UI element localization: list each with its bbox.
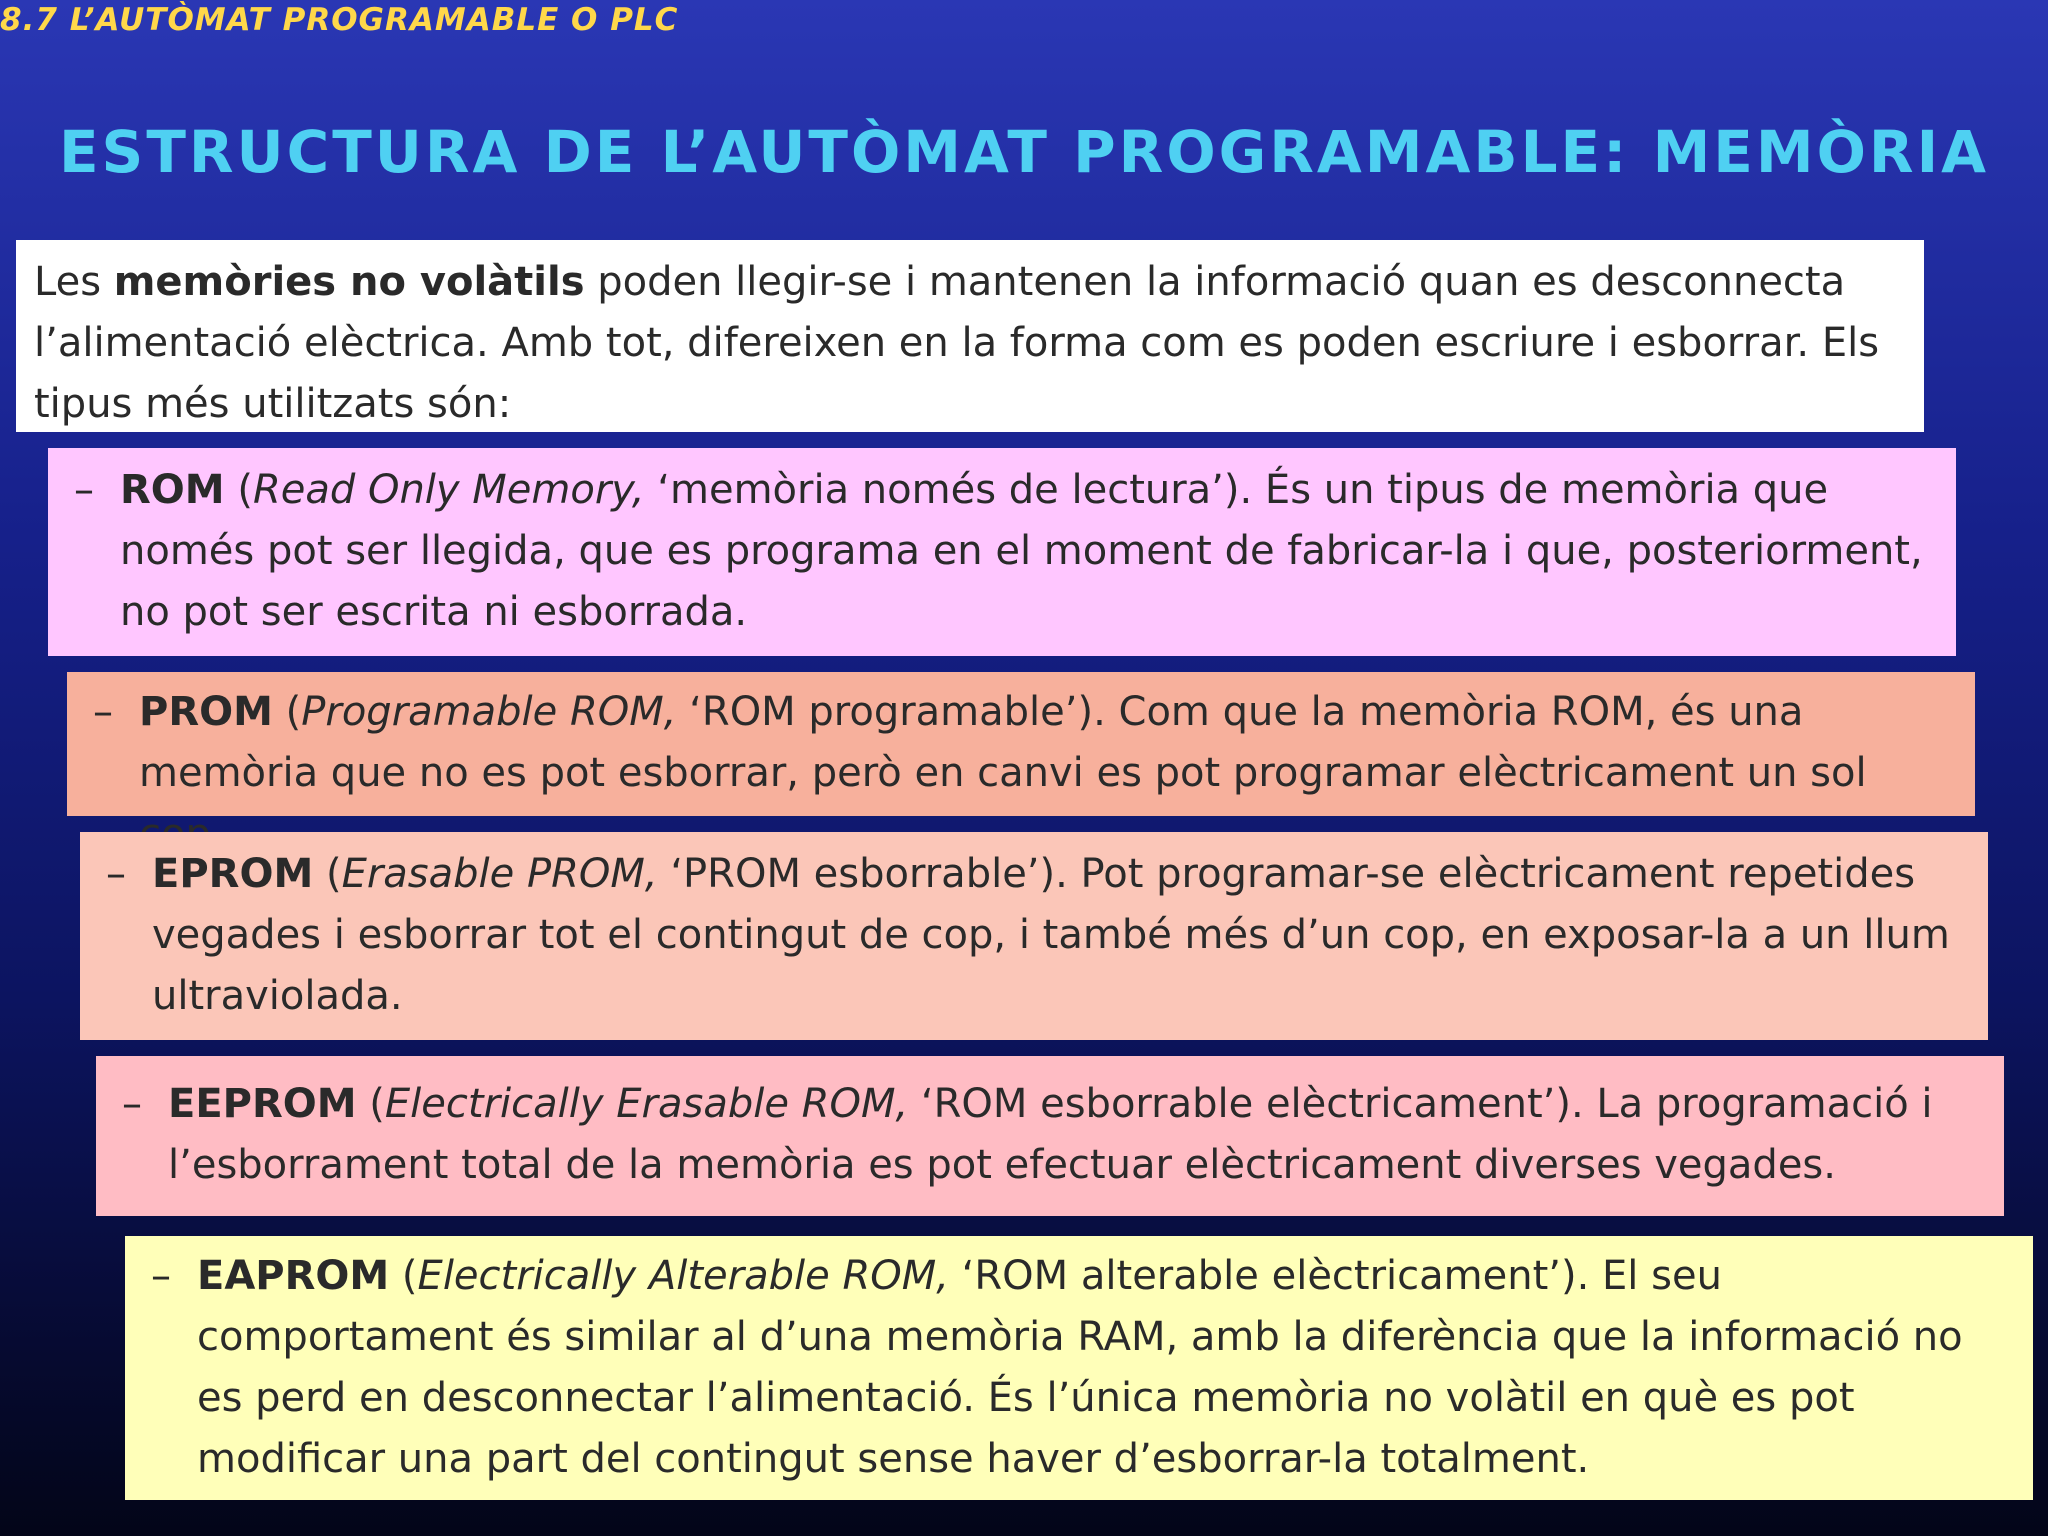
bullet-dash: – — [151, 1253, 171, 1299]
rom-text: ‘memòria només de lectura’). És un tipus de memòria que només pot ser llegida, que es programa en el moment de fabricar-la i que, posteriorment, no pot ser escrita ni esborrada. — [120, 467, 1923, 635]
eprom-open-paren: ( — [313, 851, 342, 897]
eprom-item — [80, 832, 1988, 1040]
bullet-dash: – — [106, 851, 126, 897]
prom-description — [139, 682, 1949, 806]
rom-term: ROM — [120, 467, 225, 513]
rom-description — [120, 460, 1930, 644]
eaprom-open-paren: ( — [389, 1253, 418, 1299]
prom-term: PROM — [139, 689, 273, 735]
prom-text: ‘ROM programable’). Com que la memòria ROM, és una memòria que no es pot esborrar, però en canvi es pot programar elèctricament un sol — [139, 689, 1867, 796]
section-heading: 8.7 L’AUTÒMAT PROGRAMABLE O PLC — [0, 2, 679, 38]
bullet-dash: – — [122, 1081, 142, 1127]
prom-open-paren: ( — [272, 689, 302, 735]
eaprom-description — [197, 1246, 2007, 1490]
intro-bold-term: memòries no volàtils — [113, 259, 585, 305]
prom-item — [67, 672, 1975, 816]
rom-open-paren: ( — [224, 467, 253, 513]
eprom-expansion: Erasable PROM, — [341, 851, 658, 897]
bullet-dash: – — [74, 467, 94, 513]
eaprom-expansion: Electrically Alterable ROM, — [417, 1253, 949, 1299]
slide-title: ESTRUCTURA DE L’AUTÒMAT PROGRAMABLE: MEMÒRIA — [58, 118, 1990, 186]
eeprom-expansion: Electrically Erasable ROM, — [384, 1081, 909, 1127]
prom-expansion: Programable ROM, — [301, 689, 677, 735]
eprom-description — [152, 844, 1962, 1028]
eeprom-item — [96, 1056, 2004, 1216]
eprom-term: EPROM — [152, 851, 314, 897]
rom-item — [48, 448, 1956, 656]
eeprom-open-paren: ( — [356, 1081, 385, 1127]
eprom-text: ‘PROM esborrable’). Pot programar-se elèctricament repetides vegades i esborrar tot el contingut de cop, i també més d’un cop, en exposar-la a un llum ultraviolada. — [152, 851, 1950, 1019]
rom-expansion: Read Only Memory, — [252, 467, 645, 513]
eaprom-term: EAPROM — [197, 1253, 390, 1299]
eaprom-text: ‘ROM alterable elèctricament’). El seu comportament és similar al d’una memòria RAM, amb la diferència que la informació no es perd en desconnectar l’alimentació. És l’única memòria no volàtil en què es pot modificar una part del contingut sense haver d’esborrar-la totalment. — [197, 1253, 1963, 1482]
eaprom-item — [125, 1236, 2033, 1500]
intro-text-rest: poden llegir-se i mantenen la informació quan es desconnecta l’alimentació elèctrica. Amb tot, difereixen en la forma com es poden escriure i esborrar. Els tipus més utilitzats són: — [34, 259, 1880, 427]
intro-text-start: Les — [34, 259, 114, 305]
eeprom-term: EEPROM — [168, 1081, 357, 1127]
eeprom-description — [168, 1074, 1978, 1204]
intro-paragraph — [16, 240, 1924, 432]
eeprom-text: ‘ROM esborrable elèctricament’). La programació i l’esborrament total de la memòria es pot efectuar elèctricament diverses vegades. — [168, 1081, 1933, 1188]
bullet-dash: – — [93, 689, 113, 735]
